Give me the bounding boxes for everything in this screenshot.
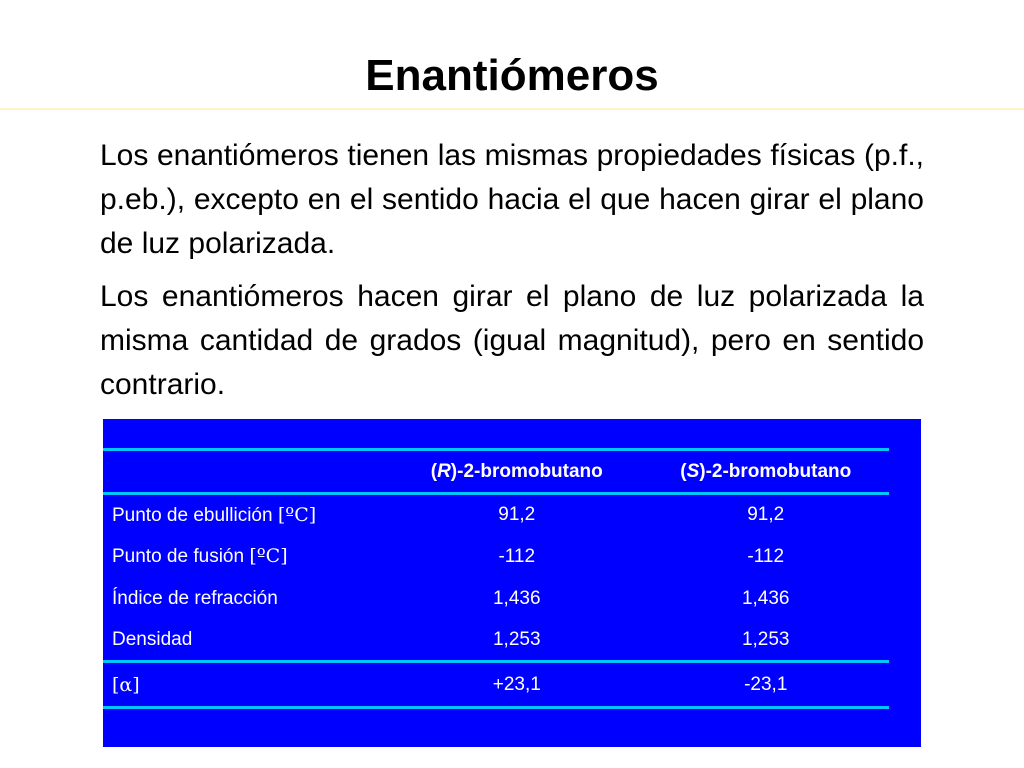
cell-s-specific-rotation: -23,1: [744, 673, 788, 695]
table-row: [103, 494, 889, 536]
row-label-specific-rotation: [α]: [112, 673, 140, 696]
row-label-density: [103, 620, 391, 662]
header-r-rest: )-2-bromobutano: [450, 460, 603, 482]
row-label-boiling-point: [103, 494, 391, 536]
table-row: [103, 578, 889, 620]
header-r-bromobutane: [391, 450, 642, 494]
row-label-melting-point: [103, 536, 391, 578]
boiling-point-label: Punto de ebullición: [112, 504, 278, 526]
table-header-row: [103, 450, 889, 494]
melting-point-label: Punto de fusión: [112, 546, 250, 567]
header-s-open: (: [680, 460, 687, 482]
header-s-rest: )-2-bromobutano: [699, 460, 852, 482]
melting-point-unit: [ºC]: [249, 545, 288, 567]
cell-r-refractive-index: 1,436: [492, 587, 541, 609]
table-row-rotation: [103, 662, 889, 708]
header-r-open: (: [430, 460, 438, 482]
row-label-refractive-index: [103, 578, 391, 620]
cell-r-melting-point: -112: [498, 545, 536, 567]
header-s-letter: S: [686, 460, 700, 482]
header-r-letter: R: [437, 460, 451, 482]
cell-r-boiling-point: 91,2: [498, 504, 536, 526]
table-row: [103, 620, 889, 662]
cell-s-refractive-index: 1,436: [741, 587, 790, 609]
cell-s-density: 1,253: [741, 628, 790, 650]
cell-r-specific-rotation: +23,1: [492, 673, 541, 695]
paragraph-optical-rotation: Los enantiómeros hacen girar el plano de luz polarizada la misma cantidad de grados (igual magnitud), pero en sentido contrario.: [100, 280, 924, 401]
cell-s-boiling-point: 91,2: [747, 504, 785, 526]
properties-table-panel: [103, 419, 921, 747]
cell-r-density: 1,253: [492, 628, 541, 650]
density-label: Densidad: [112, 628, 193, 650]
header-empty-cell: [103, 450, 391, 494]
slide-title: Enantiómeros: [365, 51, 659, 100]
body-text: [100, 134, 924, 416]
table-row: [103, 536, 889, 578]
boiling-point-unit: [ºC]: [277, 503, 317, 526]
title-divider: [0, 108, 1024, 110]
properties-table: [103, 448, 889, 709]
paragraph-physical-properties: Los enantiómeros tienen las mismas propiedades físicas (p.f., p.eb.), excepto en el sentido hacia el que hacen girar el plano de luz polarizada.: [100, 139, 924, 260]
cell-s-melting-point: -112: [747, 545, 785, 567]
refractive-index-label: Índice de refracción: [112, 587, 278, 609]
header-s-bromobutane: [642, 450, 889, 494]
